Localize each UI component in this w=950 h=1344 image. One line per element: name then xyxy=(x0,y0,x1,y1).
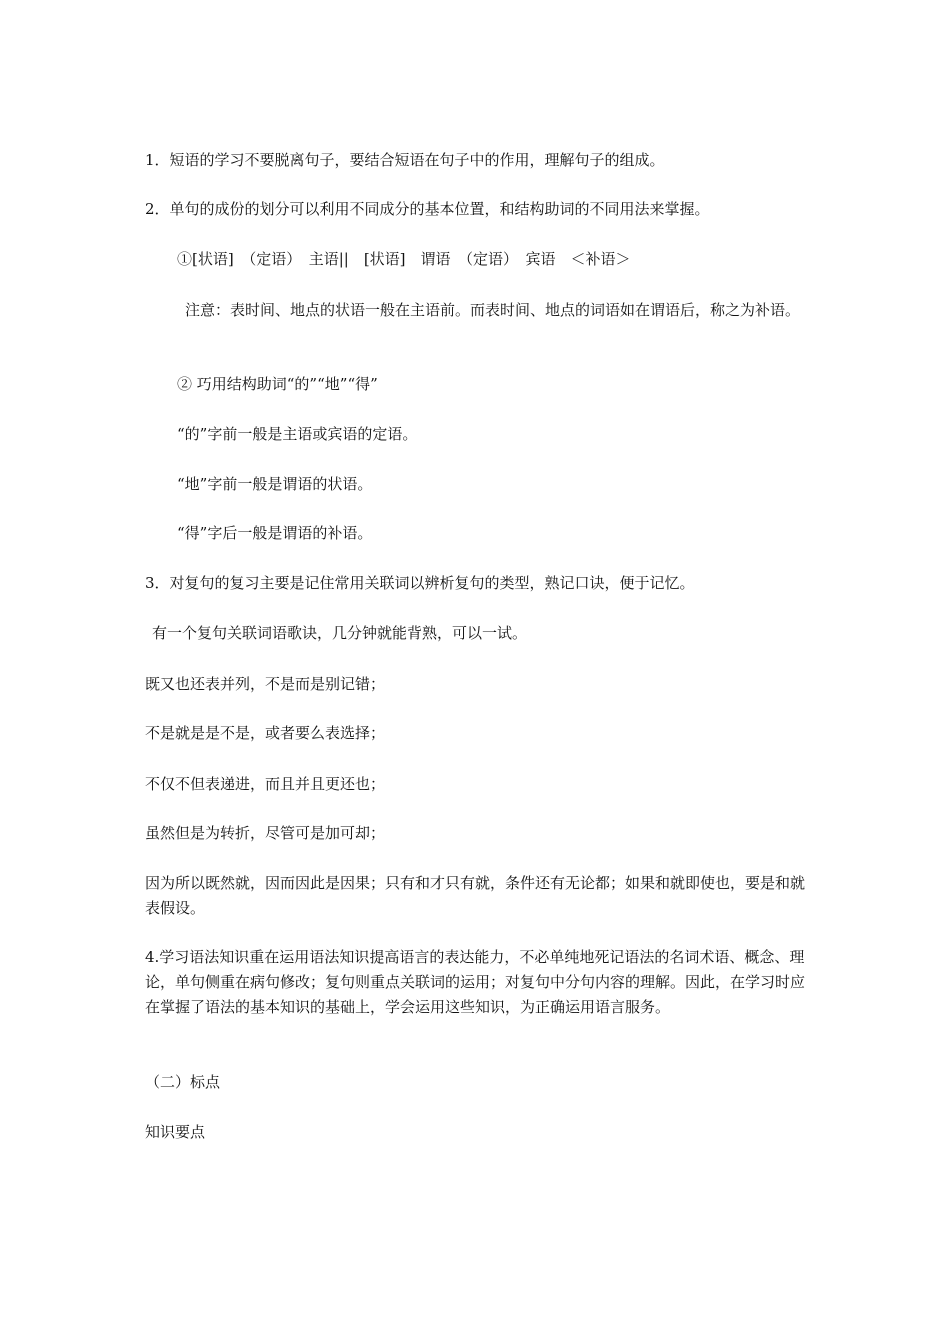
mnemonic-line-2: 不是就是是不是，或者要么表选择； xyxy=(145,724,386,742)
particle-di-rule: “地”字前一般是谓语的状语。 xyxy=(177,475,373,493)
particle-dei-rule: “得”字后一般是谓语的补语。 xyxy=(177,524,373,542)
particle-de-rule: “的”字前一般是主语或宾语的定语。 xyxy=(177,425,418,443)
mnemonic-line-3: 不仅不但表递进，而且并且更还也； xyxy=(145,775,386,793)
mnemonic-line-1: 既又也还表并列，不是而是别记错； xyxy=(145,675,386,693)
paragraph-3: 3．对复句的复习主要是记住常用关联词以辨析复句的类型，熟记口诀，便于记忆。 xyxy=(145,574,695,592)
knowledge-points-heading: 知识要点 xyxy=(145,1123,206,1141)
note-paragraph: 注意：表时间、地点的状语一般在主语前。而表时间、地点的词语如在谓语后，称之为补语。 xyxy=(185,301,801,319)
section-heading-punctuation: （二）标点 xyxy=(145,1073,221,1091)
mnemonic-intro: 有一个复句关联词语歌诀，几分钟就能背熟，可以一试。 xyxy=(152,624,528,642)
sentence-structure-formula: ①[状语] （定语） 主语|| [状语] 谓语 （定语） 宾语 ＜补语＞ xyxy=(177,250,631,268)
paragraph-1: 1．短语的学习不要脱离句子，要结合短语在句子中的作用，理解句子的组成。 xyxy=(145,151,665,169)
mnemonic-line-4: 虽然但是为转折，尽管可是加可却； xyxy=(145,824,386,842)
paragraph-2: 2．单句的成份的划分可以利用不同成分的基本位置，和结构助词的不同用法来掌握。 xyxy=(145,200,710,218)
structural-particles-heading: ② 巧用结构助词“的”“地”“得” xyxy=(177,375,378,393)
mnemonic-line-5: 因为所以既然就，因而因此是因果；只有和才只有就，条件还有无论都；如果和就即使也，要是和就表假设。 xyxy=(145,874,806,917)
paragraph-4: 4.学习语法知识重在运用语法知识提高语言的表达能力，不必单纯地死记语法的名词术语、概念、理论，单句侧重在病句修改；复句则重点关联词的运用；对复句中分句内容的理解。因此，在学习时应在掌握了语法的基本知识的基础上，学会运用这些知识，为正确运用语言服务。 xyxy=(145,948,806,1016)
